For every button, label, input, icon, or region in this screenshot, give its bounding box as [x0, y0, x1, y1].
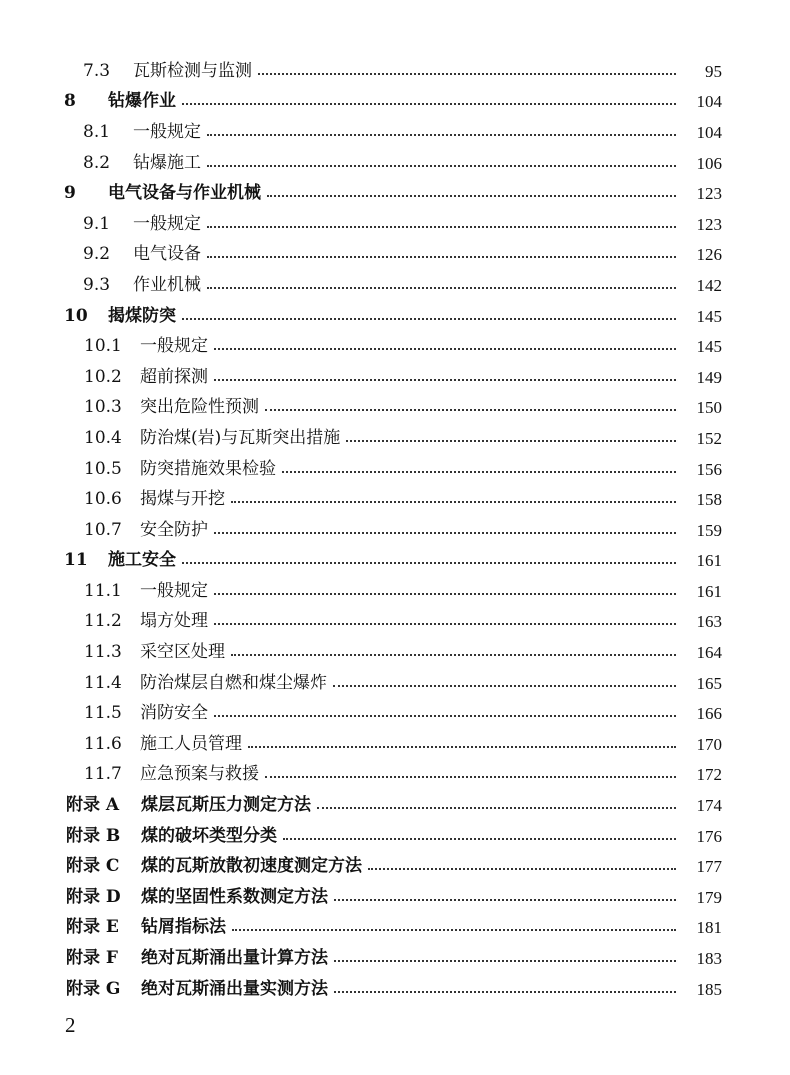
- toc-entry-page: 161: [696, 581, 722, 601]
- toc-entry-line: [0, 60, 790, 81]
- toc-entry[interactable]: [0, 882, 790, 913]
- toc-entry[interactable]: [0, 821, 790, 852]
- toc-entry-page: 106: [696, 153, 722, 173]
- toc-entry-page: 163: [696, 612, 722, 632]
- toc-entry-title: 电气设备: [133, 244, 201, 265]
- toc-entry-page: 149: [696, 367, 722, 387]
- toc-entry-page: 172: [696, 765, 722, 785]
- toc-entry-page: 161: [696, 551, 722, 571]
- dot-leader: [207, 255, 676, 258]
- dot-leader: [265, 408, 676, 411]
- toc-entry-title: 一般规定: [133, 213, 201, 234]
- toc-entry-number: 附录 G: [66, 978, 121, 999]
- toc-entry-line: [0, 399, 790, 416]
- toc-entry-number: 11.4: [84, 672, 122, 693]
- dot-leader: [282, 470, 676, 473]
- toc-entry[interactable]: [0, 637, 790, 668]
- toc-entry-page: 166: [696, 704, 722, 724]
- toc-entry-title: 瓦斯检测与监测: [133, 60, 252, 81]
- toc-entry-line: [0, 950, 790, 967]
- toc-entry-number: 9.1: [83, 213, 111, 234]
- toc-entry-page: 185: [696, 979, 722, 999]
- toc-entry[interactable]: [0, 178, 790, 209]
- toc-entry-number: 8: [64, 91, 76, 112]
- toc-entry-title: 消防安全: [140, 703, 208, 724]
- toc-entry-page: 159: [696, 520, 722, 540]
- toc-entry-page: 152: [696, 428, 722, 448]
- toc-entry-number: 10.3: [84, 397, 122, 418]
- toc-entry-page: 145: [696, 306, 722, 326]
- toc-entry-number: 附录 E: [66, 917, 119, 938]
- toc-entry[interactable]: [0, 668, 790, 699]
- toc-entry-number: 10: [64, 305, 88, 326]
- toc-entry[interactable]: [0, 117, 790, 148]
- dot-leader: [346, 439, 676, 442]
- toc-entry-title: 煤的瓦斯放散初速度测定方法: [141, 856, 362, 877]
- toc-entry[interactable]: [0, 729, 790, 760]
- toc-entry-title: 施工安全: [108, 550, 176, 571]
- dot-leader: [248, 745, 676, 748]
- dot-leader: [207, 286, 676, 289]
- toc-entry-page: 150: [696, 398, 722, 418]
- toc-entry-number: 9.2: [83, 244, 111, 265]
- toc-entry[interactable]: [0, 56, 790, 87]
- toc-entry-number: 10.6: [84, 489, 122, 510]
- toc-entry-line: [0, 644, 790, 661]
- toc-entry-line: [0, 427, 790, 448]
- toc-entry-page: 177: [696, 857, 722, 877]
- toc-entry-number: 附录 F: [66, 948, 118, 969]
- toc-entry[interactable]: [0, 362, 790, 393]
- toc-entry-line: [0, 213, 790, 234]
- toc-entry-line: [0, 580, 790, 601]
- toc-entry-number: 10.5: [84, 458, 122, 479]
- toc-entry-line: [0, 613, 790, 630]
- toc-entry[interactable]: [0, 148, 790, 179]
- toc-entry-line: [0, 858, 790, 875]
- toc-entry-number: 11.7: [84, 764, 122, 785]
- toc-entry[interactable]: [0, 87, 790, 118]
- toc-entry-line: [0, 274, 790, 295]
- toc-entry-title: 防突措施效果检验: [140, 458, 276, 479]
- toc-entry[interactable]: [0, 913, 790, 944]
- toc-entry-number: 11.3: [84, 642, 122, 663]
- toc-entry-title: 防治煤层自燃和煤尘爆炸: [140, 672, 327, 693]
- toc-entry-number: 9.3: [83, 274, 111, 295]
- toc-entry-line: [0, 705, 790, 722]
- toc-entry-page: 174: [696, 796, 722, 816]
- toc-entry-number: 10.1: [84, 336, 122, 357]
- toc-entry-title: 防治煤(岩)与瓦斯突出措施: [140, 427, 341, 448]
- toc-entry[interactable]: [0, 760, 790, 791]
- toc-entry-page: 164: [696, 643, 722, 663]
- toc-entry-title: 煤的坚固性系数测定方法: [141, 886, 328, 907]
- dot-leader: [182, 102, 676, 105]
- dot-leader: [333, 684, 676, 687]
- toc-entry-number: 10.7: [84, 519, 122, 540]
- toc-entry-title: 突出危险性预测: [140, 397, 259, 418]
- toc-entry[interactable]: [0, 546, 790, 577]
- toc-entry[interactable]: [0, 301, 790, 332]
- toc-entry-number: 10.4: [84, 427, 122, 448]
- toc-entry-number: 8.1: [83, 121, 111, 142]
- toc-entry-line: [0, 825, 790, 846]
- dot-leader: [334, 898, 676, 901]
- toc-entry-page: 183: [696, 949, 722, 969]
- dot-leader: [214, 378, 676, 381]
- toc-entry-line: [0, 185, 790, 202]
- toc-entry[interactable]: [0, 698, 790, 729]
- toc-entry-title: 钻屑指标法: [141, 917, 226, 938]
- toc-entry[interactable]: [0, 270, 790, 301]
- toc-entry-line: [0, 305, 790, 326]
- toc-entry-line: [0, 766, 790, 783]
- toc-entry-number: 8.2: [83, 152, 111, 173]
- toc-entry-title: 电气设备与作业机械: [108, 183, 261, 204]
- toc-entry-number: 附录 A: [66, 795, 120, 816]
- toc-entry[interactable]: [0, 576, 790, 607]
- toc-entry-line: [0, 733, 790, 754]
- dot-leader: [231, 500, 676, 503]
- dot-leader: [267, 194, 676, 197]
- dot-leader: [258, 72, 676, 75]
- toc-entry[interactable]: [0, 240, 790, 271]
- toc-entry[interactable]: [0, 943, 790, 974]
- toc-entry-page: 156: [696, 459, 722, 479]
- toc-entry-title: 一般规定: [133, 121, 201, 142]
- toc-entry-line: [0, 152, 790, 173]
- toc-entry-title: 揭煤与开挖: [140, 489, 225, 510]
- toc-entry-number: 附录 C: [66, 856, 120, 877]
- toc-entry-number: 7.3: [83, 60, 111, 81]
- toc-entry-title: 煤层瓦斯压力测定方法: [141, 795, 311, 816]
- toc-entry-title: 应急预案与救援: [140, 764, 259, 785]
- toc-entry-title: 绝对瓦斯涌出量实测方法: [141, 978, 328, 999]
- dot-leader: [207, 225, 676, 228]
- dot-leader: [214, 531, 676, 534]
- dot-leader: [334, 990, 676, 993]
- toc-entry-line: [0, 978, 790, 999]
- toc-entry-title: 作业机械: [133, 274, 201, 295]
- toc-entry-title: 安全防护: [140, 519, 208, 540]
- toc-entry[interactable]: [0, 851, 790, 882]
- dot-leader: [214, 347, 676, 350]
- page-number: 2: [65, 1013, 76, 1037]
- dot-leader: [182, 561, 676, 564]
- toc-entry-page: 123: [696, 184, 722, 204]
- toc-entry-number: 11.6: [84, 733, 122, 754]
- toc-entry-number: 11: [64, 550, 88, 571]
- toc-entry-title: 施工人员管理: [140, 733, 242, 754]
- dot-leader: [334, 959, 676, 962]
- dot-leader: [231, 653, 676, 656]
- toc-entry-title: 绝对瓦斯涌出量计算方法: [141, 948, 328, 969]
- toc-entry-line: [0, 919, 790, 936]
- toc-entry-title: 塌方处理: [140, 611, 208, 632]
- toc-entry[interactable]: [0, 331, 790, 362]
- toc-entry-number: 附录 D: [66, 886, 121, 907]
- toc-entry-page: 95: [705, 61, 722, 81]
- dot-leader: [317, 806, 676, 809]
- toc-entry-title: 采空区处理: [140, 642, 225, 663]
- toc-entry-page: 181: [696, 918, 722, 938]
- toc-entry-title: 钻爆施工: [133, 152, 201, 173]
- dot-leader: [214, 622, 676, 625]
- table-of-contents: [0, 56, 790, 1004]
- toc-entry[interactable]: [0, 790, 790, 821]
- toc-entry-page: 104: [696, 122, 722, 142]
- dot-leader: [207, 133, 676, 136]
- toc-entry-line: [0, 552, 790, 569]
- dot-leader: [182, 317, 676, 320]
- toc-entry[interactable]: [0, 393, 790, 424]
- toc-entry-line: [0, 458, 790, 479]
- toc-entry-page: 123: [696, 214, 722, 234]
- toc-entry[interactable]: [0, 454, 790, 485]
- toc-entry-line: [0, 886, 790, 907]
- toc-entry-page: 170: [696, 734, 722, 754]
- toc-entry[interactable]: [0, 484, 790, 515]
- dot-leader: [214, 592, 676, 595]
- dot-leader: [265, 775, 676, 778]
- toc-entry-page: 126: [696, 245, 722, 265]
- toc-entry-line: [0, 121, 790, 142]
- toc-entry-number: 10.2: [84, 366, 122, 387]
- toc-entry-title: 超前探测: [140, 366, 208, 387]
- dot-leader: [214, 714, 676, 717]
- dot-leader: [232, 928, 676, 931]
- dot-leader: [368, 867, 676, 870]
- toc-entry-number: 11.1: [84, 580, 122, 601]
- toc-entry-line: [0, 672, 790, 693]
- toc-entry-number: 附录 B: [66, 825, 121, 846]
- dot-leader: [283, 837, 676, 840]
- toc-entry-title: 煤的破坏类型分类: [141, 825, 277, 846]
- toc-entry-page: 142: [696, 275, 722, 295]
- toc-entry-line: [0, 246, 790, 263]
- toc-entry-page: 179: [696, 887, 722, 907]
- toc-entry-line: [0, 491, 790, 508]
- toc-entry-line: [0, 338, 790, 355]
- toc-entry[interactable]: [0, 607, 790, 638]
- toc-entry[interactable]: [0, 515, 790, 546]
- toc-entry[interactable]: [0, 974, 790, 1005]
- toc-entry-number: 11.2: [84, 611, 122, 632]
- toc-entry-title: 钻爆作业: [108, 91, 176, 112]
- toc-entry-page: 176: [696, 826, 722, 846]
- toc-entry-page: 158: [696, 490, 722, 510]
- toc-entry-page: 145: [696, 337, 722, 357]
- dot-leader: [207, 164, 676, 167]
- toc-entry-line: [0, 519, 790, 540]
- toc-entry-title: 一般规定: [140, 580, 208, 601]
- toc-entry-title: 一般规定: [140, 336, 208, 357]
- toc-entry-page: 104: [696, 92, 722, 112]
- toc-entry[interactable]: [0, 209, 790, 240]
- toc-entry-line: [0, 366, 790, 387]
- toc-entry-title: 揭煤防突: [108, 305, 176, 326]
- toc-entry-line: [0, 797, 790, 814]
- toc-entry[interactable]: [0, 423, 790, 454]
- toc-entry-line: [0, 93, 790, 110]
- toc-entry-number: 9: [64, 183, 76, 204]
- toc-entry-page: 165: [696, 673, 722, 693]
- toc-entry-number: 11.5: [84, 703, 122, 724]
